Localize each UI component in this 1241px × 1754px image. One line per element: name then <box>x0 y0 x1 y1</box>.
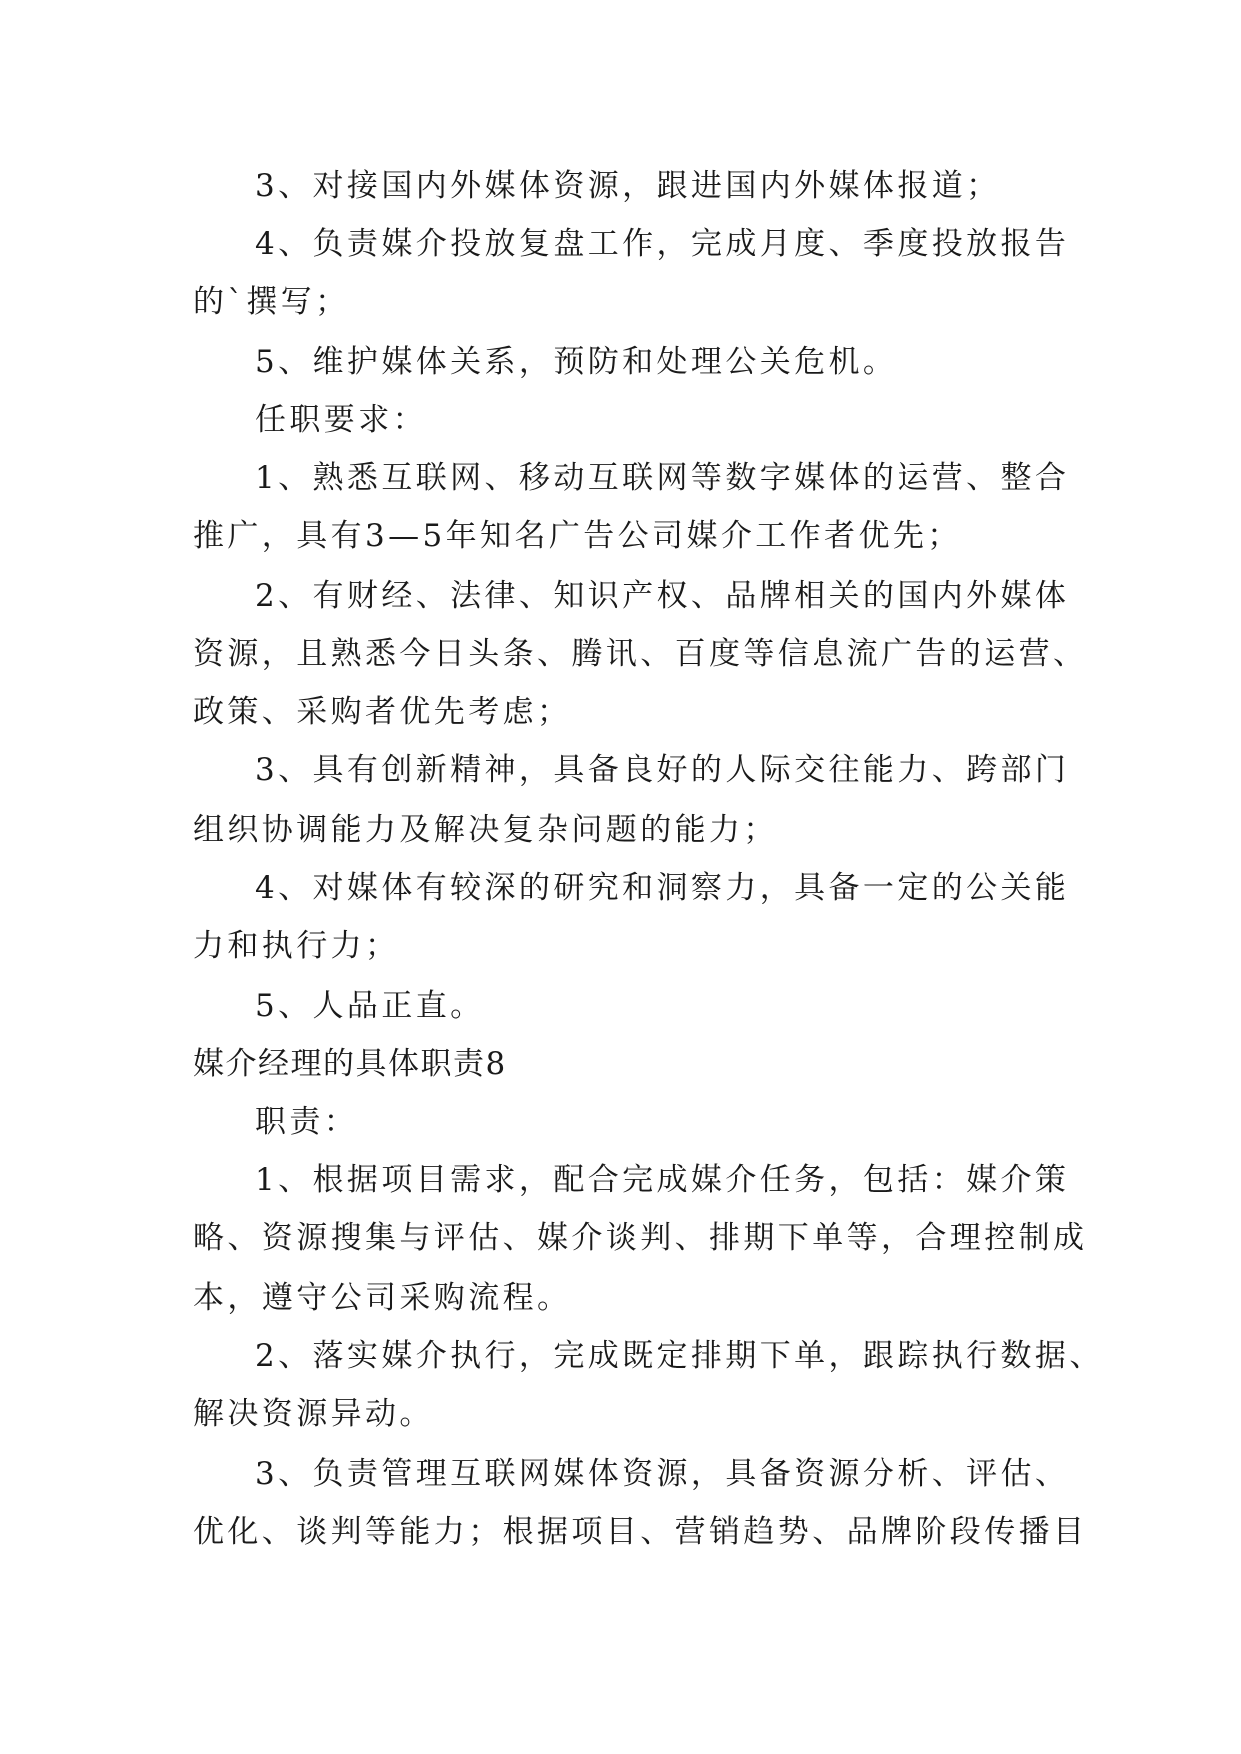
paragraph-line: 1、根据项目需求，配合完成媒介任务，包括：媒介策 <box>255 1162 1070 1198</box>
paragraph-line: 3、对接国内外媒体资源，跟进国内外媒体报道； <box>255 168 1001 204</box>
paragraph-line: 略、资源搜集与评估、媒介谈判、排期下单等，合理控制成 <box>193 1220 1088 1256</box>
section-label-requirements: 任职要求： <box>255 402 427 438</box>
paragraph-line: 的`撰写； <box>193 284 350 320</box>
paragraph-line: 2、落实媒介执行，完成既定排期下单，跟踪执行数据、 <box>255 1338 1104 1374</box>
section-label-duties: 职责： <box>255 1104 359 1140</box>
paragraph-line: 3、具有创新精神，具备良好的人际交往能力、跨部门 <box>255 752 1070 788</box>
paragraph-line: 3、负责管理互联网媒体资源，具备资源分析、评估、 <box>255 1456 1070 1492</box>
paragraph-line: 资源，且熟悉今日头条、腾讯、百度等信息流广告的运营、 <box>193 636 1088 672</box>
section-heading: 媒介经理的具体职责8 <box>193 1046 507 1082</box>
paragraph-line: 4、对媒体有较深的研究和洞察力，具备一定的公关能 <box>255 870 1070 906</box>
paragraph-line: 力和执行力； <box>193 928 400 964</box>
paragraph-line: 5、维护媒体关系，预防和处理公关危机。 <box>255 344 898 380</box>
paragraph-line: 2、有财经、法律、知识产权、品牌相关的国内外媒体 <box>255 578 1070 614</box>
paragraph-line: 1、熟悉互联网、移动互联网等数字媒体的运营、整合 <box>255 460 1070 496</box>
paragraph-line: 解决资源异动。 <box>193 1396 434 1432</box>
paragraph-line: 优化、谈判等能力；根据项目、营销趋势、品牌阶段传播目 <box>193 1514 1088 1550</box>
paragraph-line: 本，遵守公司采购流程。 <box>193 1280 572 1316</box>
paragraph-line: 政策、采购者优先考虑； <box>193 694 572 730</box>
paragraph-line: 4、负责媒介投放复盘工作，完成月度、季度投放报告 <box>255 226 1070 262</box>
paragraph-line: 推广，具有3—5年知名广告公司媒介工作者优先； <box>193 518 962 554</box>
paragraph-line: 组织协调能力及解决复杂问题的能力； <box>193 812 778 848</box>
paragraph-line: 5、人品正直。 <box>255 988 485 1024</box>
